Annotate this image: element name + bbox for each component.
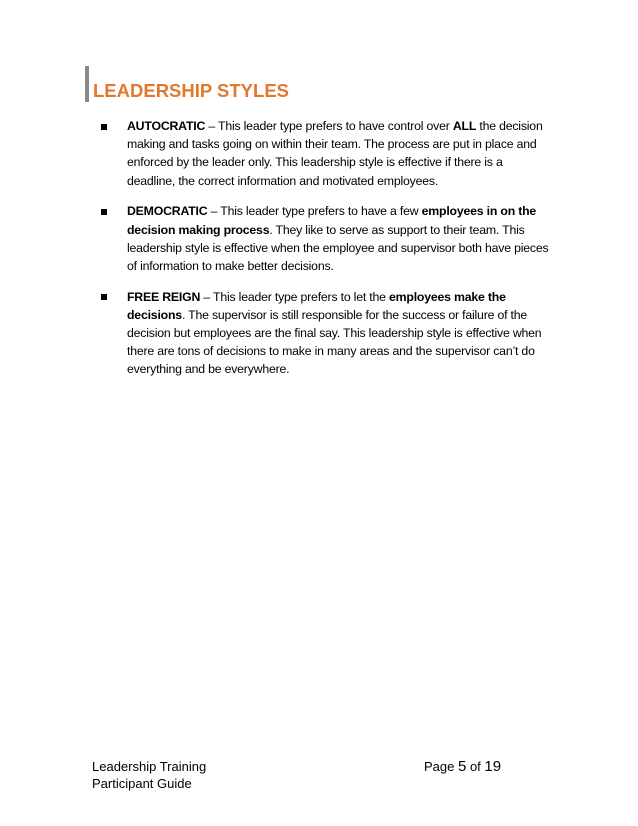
description-text: the decision making and tasks going on within their team. The process are put in place and enforced by the leader only. This leadership style is effective if there is a deadline, the correct information and motivated employees.: [127, 119, 543, 188]
description-text: – This leader type prefers to have a few: [207, 204, 422, 219]
page-title: LEADERSHIP STYLES: [93, 80, 290, 101]
square-bullet-icon: [101, 124, 107, 130]
description-text: – This leader type prefers to have control over: [205, 119, 453, 133]
emphasis-text: employees make the decisions: [127, 289, 506, 322]
style-term: DEMOCRATIC: [127, 204, 208, 219]
footer-line-1: Leadership Training: [92, 759, 207, 774]
page-total: 19: [484, 758, 502, 775]
heading-accent-bar: [85, 66, 89, 102]
square-bullet-icon: [101, 209, 107, 215]
page-prefix: Page: [424, 759, 458, 774]
footer-document-title: [92, 758, 206, 792]
square-bullet-icon: [101, 294, 107, 300]
footer-line-2: Participant Guide: [92, 776, 192, 791]
emphasis-text: ALL: [452, 119, 477, 133]
list-item-free-reign: [103, 288, 553, 379]
page-number: [424, 758, 501, 775]
description-text: . The supervisor is still responsible for the success or failure of the decision but employees are the final say. This leadership style is effective when there are tons of decisions to make in many areas and the supervisor can’t do everything and be everywhere.: [127, 307, 542, 377]
list-item-democratic: [103, 202, 553, 275]
description-text: . They like to serve as support to their team. This leadership style is effective when the employee and supervisor both have pieces of information to make better decisions.: [127, 222, 549, 273]
page-of: of: [466, 759, 485, 774]
description-text: – This leader type prefers to let the: [200, 289, 390, 304]
emphasis-text: employees in on the decision making process: [127, 204, 537, 237]
style-term: FREE REIGN: [127, 289, 201, 304]
list-item-autocratic: [103, 117, 553, 190]
leadership-styles-list: [103, 117, 553, 391]
page-current: 5: [457, 758, 467, 775]
style-term: AUTOCRATIC: [127, 119, 206, 133]
